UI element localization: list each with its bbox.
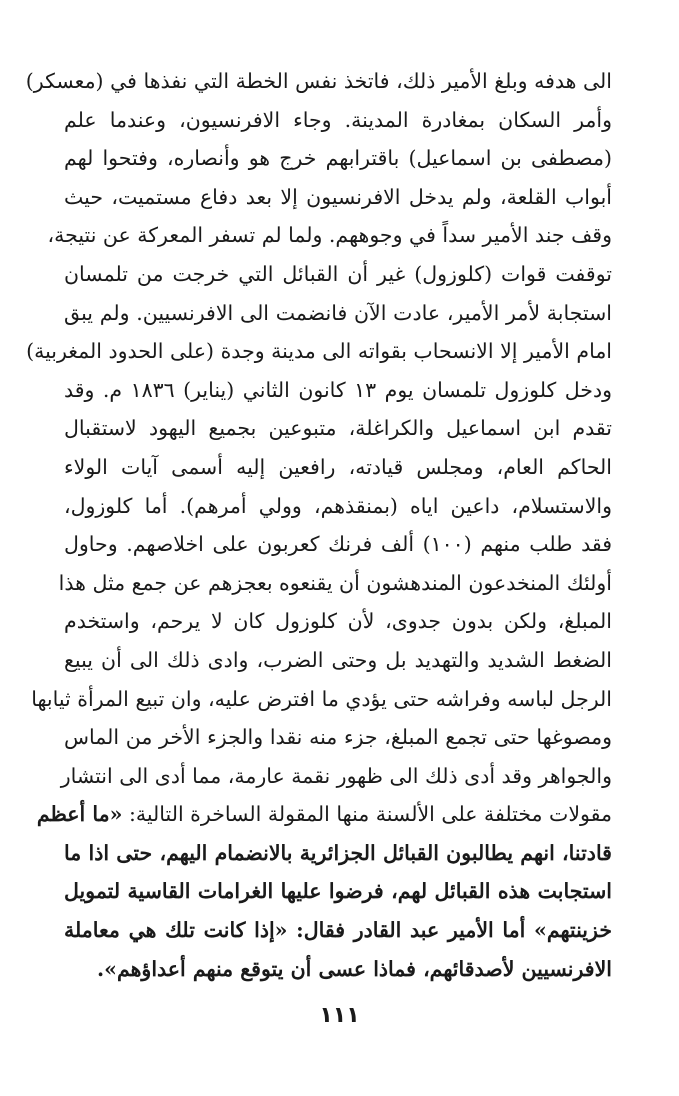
text-line: (مصطفى بن اسماعيل) باقترابهم خرج هو وأنصاره، وفتحوا لهم [64,146,612,171]
text-line: خزينتهم» أما الأمير عبد القادر فقال: «إذا كانت تلك هي معاملة [64,918,612,943]
text-line: أبواب القلعة، ولم يدخل الافرنسيون إلا بعد دفاع مستميت، حيث [64,184,612,209]
text-line: وأمر السكان بمغادرة المدينة. وجاء الافرنسيون، وعندما علم [64,107,612,132]
text-line: استجابت هذه القبائل لهم، فرضوا عليها الغرامات القاسية لتمويل [64,879,612,904]
page-number: ١١١ [319,1003,360,1028]
body-text [25,62,612,988]
text-line: أولئك المنخدعون المندهشون أن يقنعوه بعجزهم عن جمع مثل هذا [58,570,612,595]
text-line: قادتنا، انهم يطالبون القبائل الجزائرية بالانضمام اليهم، حتى اذا ما [64,840,612,865]
text-line: تقدم ابن اسماعيل والكراغلة، متبوعين بجميع اليهود لاستقبال [64,416,612,441]
text-line: الضغط الشديد والتهديد بل وحتى الضرب، وادى ذلك الى أن يبيع [64,647,612,672]
page-body [25,62,612,988]
text-line: الحاكم العام، ومجلس قيادته، رافعين إليه أسمى آيات الولاء [64,454,612,479]
text-line: توقفت قوات (كلوزول) غير أن القبائل التي خرجت من تلمسان [64,261,612,286]
text-line: الى هدفه وبلغ الأمير ذلك، فاتخذ نفس الخطة التي نفذها في (معسكر) [25,69,612,93]
text-line: مقولات مختلفة على الألسنة منها المقولة الساخرة التالية: «ما أعظم [36,802,612,827]
text-line: فقد طلب منهم (١٠٠) ألف فرنك كعربون على اخلاصهم. وحاول [64,532,612,557]
text-line: ودخل كلوزول تلمسان يوم ١٣ كانون الثاني (يناير) ١٨٣٦ م. وقد [64,377,612,402]
text-line: استجابة لأمر الأمير، عادت الآن فانضمت الى الافرنسيين. ولم يبق [64,300,612,325]
text-line: والجواهر وقد أدى ذلك الى ظهور نقمة عارمة، مما أدى الى انتشار [60,763,612,788]
text-line: المبلغ، ولكن بدون جدوى، لأن كلوزول كان لا يرحم، واستخدم [64,609,612,634]
text-line: وقف جند الأمير سداً في وجوههم. ولما لم تسفر المعركة عن نتيجة، [47,223,612,248]
text-line: الرجل لباسه وفراشه حتى يؤدي ما افترض عليه، وان تبيع المرأة ثيابها [31,686,612,711]
text-line: الافرنسيين لأصدقائهم، فماذا عسى أن يتوقع منهم أعداؤهم». [97,956,612,981]
text-line: ومصوغها حتى تجمع المبلغ، جزء منه نقدا والجزء الأخر من الماس [64,725,612,750]
text-line: امام الأمير إلا الانسحاب بقواته الى مدينة وجدة (على الحدود المغربية) [26,339,612,364]
text-line: والاستسلام، داعين اياه (بمنقذهم، وولي أمرهم). أما كلوزول، [64,493,612,518]
